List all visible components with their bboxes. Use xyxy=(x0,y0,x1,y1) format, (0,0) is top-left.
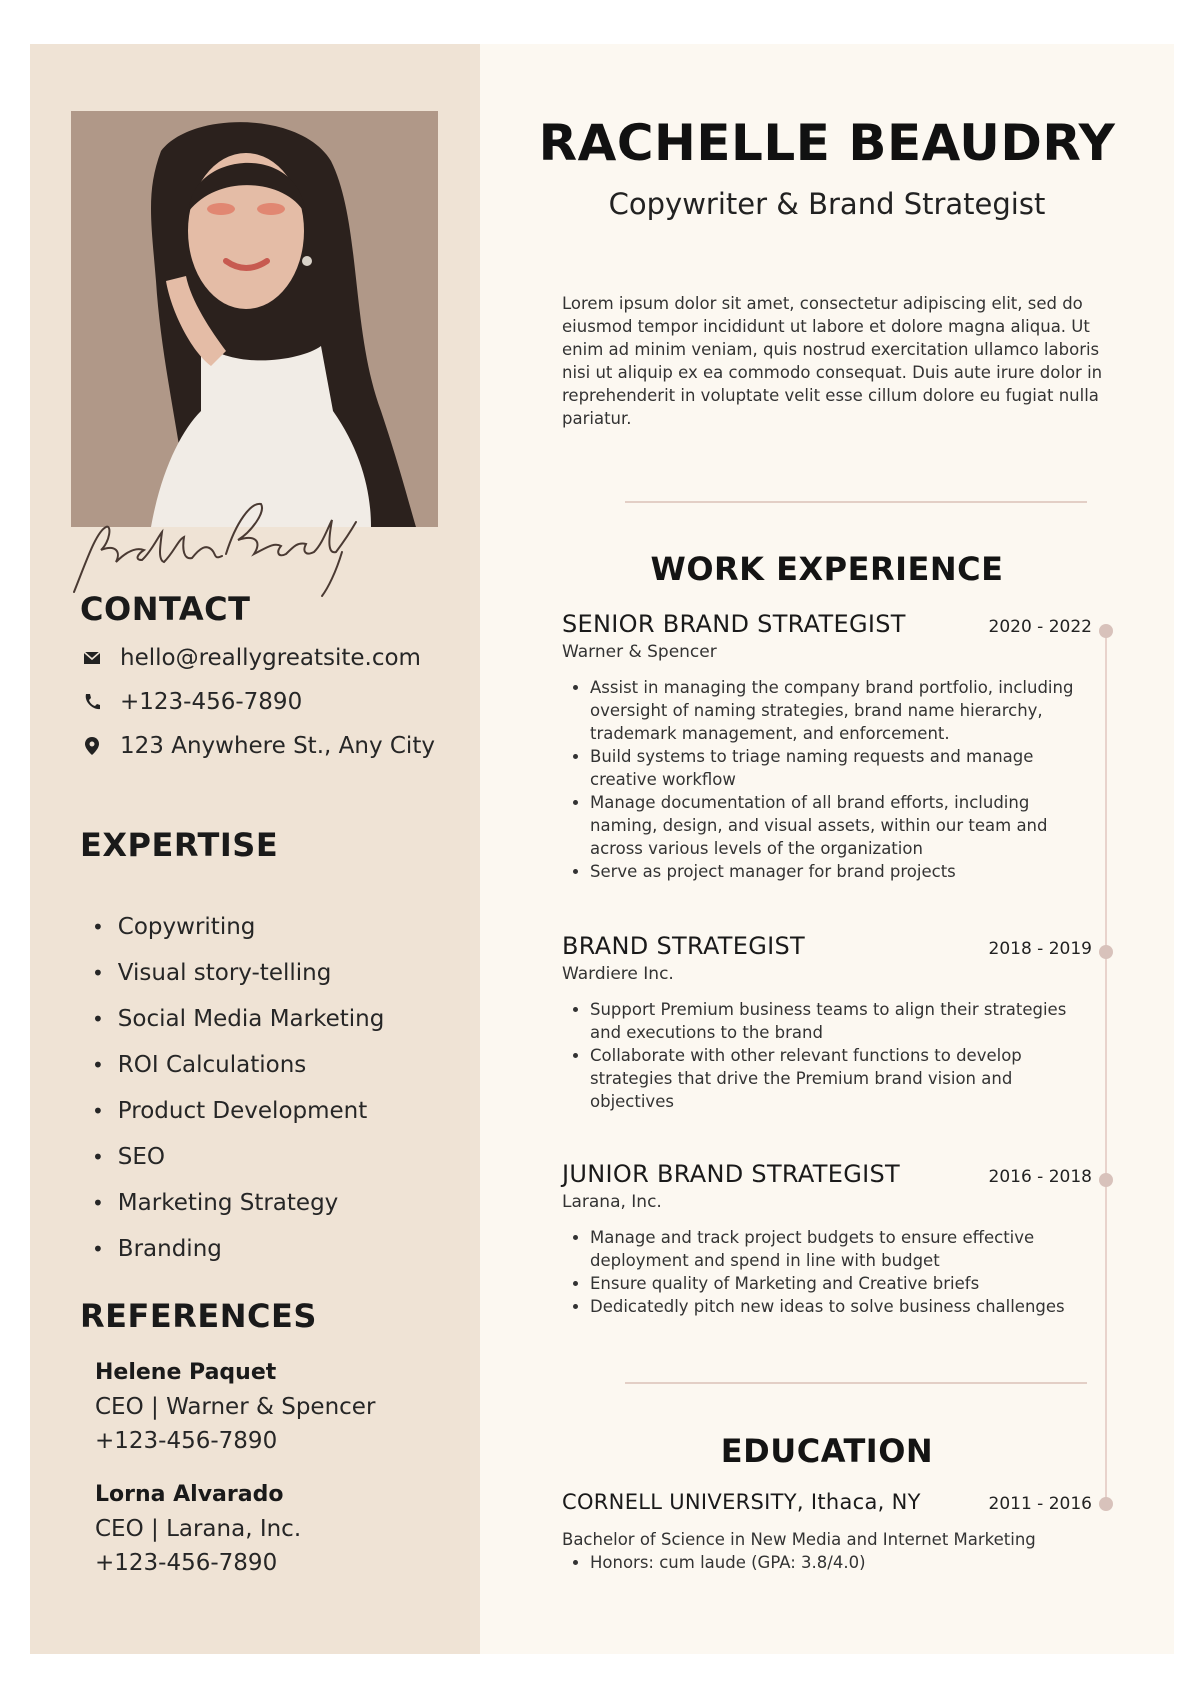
job-bullet: • Build systems to triage naming requests and manage creative workflow xyxy=(590,745,1092,791)
reference-phone[interactable]: +123-456-7890 xyxy=(95,1550,278,1576)
education-degree: Bachelor of Science in New Media and Internet Marketing xyxy=(562,1530,1036,1549)
expertise-list xyxy=(92,904,384,1272)
reference-name: Helene Paquet xyxy=(95,1360,277,1385)
phone-text: +123-456-7890 xyxy=(120,689,303,715)
signature-image xyxy=(66,492,366,602)
education-bullets xyxy=(562,1551,1092,1574)
email-text: hello@reallygreatsite.com xyxy=(120,645,421,671)
location-pin-icon xyxy=(80,734,104,758)
envelope-icon xyxy=(80,646,104,670)
references-heading: REFERENCES xyxy=(80,1297,317,1335)
job-bullets xyxy=(562,1226,1092,1318)
expertise-item: • Visual story-telling xyxy=(92,950,384,996)
job-entry-2 xyxy=(562,932,1092,1113)
profile-photo xyxy=(71,111,438,527)
contact-address xyxy=(80,731,435,761)
job-role: JUNIOR BRAND STRATEGIST xyxy=(562,1160,900,1188)
contact-heading: CONTACT xyxy=(80,590,251,628)
timeline-line xyxy=(1105,631,1107,1501)
expertise-item: • ROI Calculations xyxy=(92,1042,384,1088)
job-bullet: • Ensure quality of Marketing and Creative briefs xyxy=(590,1272,1092,1295)
reference-role: CEO | Larana, Inc. xyxy=(95,1516,302,1542)
resume-page xyxy=(30,44,1174,1654)
job-bullet: • Manage and track project budgets to ensure effective deployment and spend in line with budget xyxy=(590,1226,1092,1272)
candidate-name: RACHELLE BEAUDRY xyxy=(538,114,1116,172)
expertise-item: • Copywriting xyxy=(92,904,384,950)
reference-phone[interactable]: +123-456-7890 xyxy=(95,1428,278,1454)
job-role: SENIOR BRAND STRATEGIST xyxy=(562,610,906,638)
job-role: BRAND STRATEGIST xyxy=(562,932,805,960)
reference-1 xyxy=(95,1356,375,1458)
timeline-dot xyxy=(1099,624,1113,638)
job-company: Wardiere Inc. xyxy=(562,964,674,984)
expertise-heading: EXPERTISE xyxy=(80,826,279,864)
job-bullets xyxy=(562,998,1092,1113)
job-bullets xyxy=(562,676,1092,883)
main-column xyxy=(480,44,1174,1654)
sidebar xyxy=(30,44,480,1654)
timeline-dot xyxy=(1099,1173,1113,1187)
job-dates: 2020 - 2022 xyxy=(988,617,1092,637)
expertise-item: • SEO xyxy=(92,1134,384,1180)
expertise-item: • Branding xyxy=(92,1226,384,1272)
job-company: Warner & Spencer xyxy=(562,642,717,662)
section-divider xyxy=(625,501,1087,503)
timeline-dot xyxy=(1099,1497,1113,1511)
job-bullet: • Collaborate with other relevant functions to develop strategies that drive the Premium brand vision and objectives xyxy=(590,1044,1092,1113)
job-dates: 2018 - 2019 xyxy=(988,939,1092,959)
job-entry-1 xyxy=(562,610,1092,883)
contact-email[interactable] xyxy=(80,643,421,673)
candidate-title: Copywriter & Brand Strategist xyxy=(608,187,1046,221)
address-text: 123 Anywhere St., Any City xyxy=(120,733,435,759)
job-bullet: • Support Premium business teams to align their strategies and executions to the brand xyxy=(590,998,1092,1044)
job-dates: 2016 - 2018 xyxy=(988,1167,1092,1187)
work-experience-heading: WORK EXPERIENCE xyxy=(650,550,1004,588)
job-bullet: • Assist in managing the company brand portfolio, including oversight of naming strategies, brand name hierarchy, trademark management, and enforcement. xyxy=(590,676,1092,745)
reference-name: Lorna Alvarado xyxy=(95,1482,284,1507)
job-bullet: • Serve as project manager for brand projects xyxy=(590,860,1092,883)
job-entry-3 xyxy=(562,1160,1092,1318)
education-heading: EDUCATION xyxy=(720,1432,934,1470)
contact-phone[interactable] xyxy=(80,687,302,717)
education-school: CORNELL UNIVERSITY, Ithaca, NY xyxy=(562,1490,921,1514)
section-divider xyxy=(625,1382,1087,1384)
profile-summary: Lorem ipsum dolor sit amet, consectetur adipiscing elit, sed do eiusmod tempor incididunt ut labore et dolore magna aliqua. Ut enim ad minim veniam, quis nostrud exercitation ullamco laboris nisi ut aliquip ex ea commodo consequat. Duis aute irure dolor in reprehenderit in voluptate velit esse cillum dolore eu fugiat nulla pariatur. xyxy=(562,294,1103,428)
reference-role: CEO | Warner & Spencer xyxy=(95,1394,376,1420)
education-dates: 2011 - 2016 xyxy=(988,1494,1092,1514)
expertise-item: • Social Media Marketing xyxy=(92,996,384,1042)
job-company: Larana, Inc. xyxy=(562,1192,662,1212)
phone-icon xyxy=(80,690,104,714)
job-bullet: • Dedicatedly pitch new ideas to solve business challenges xyxy=(590,1295,1092,1318)
education-bullet: • Honors: cum laude (GPA: 3.8/4.0) xyxy=(590,1551,1092,1574)
expertise-item: • Product Development xyxy=(92,1088,384,1134)
job-bullet: • Manage documentation of all brand efforts, including naming, design, and visual assets, within our team and across various levels of the organization xyxy=(590,791,1092,860)
education-entry xyxy=(562,1490,1092,1574)
expertise-item: • Marketing Strategy xyxy=(92,1180,384,1226)
timeline-dot xyxy=(1099,945,1113,959)
reference-2 xyxy=(95,1478,301,1580)
